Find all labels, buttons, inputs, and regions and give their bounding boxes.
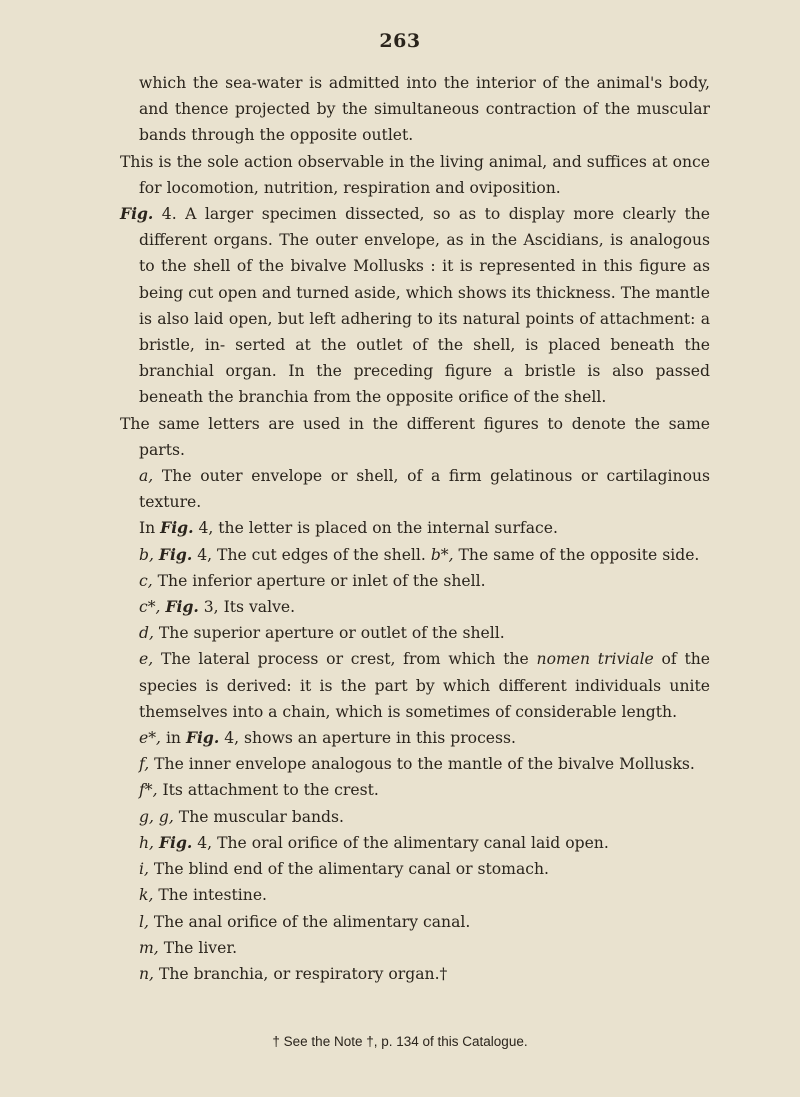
- page-number: 263: [379, 30, 421, 52]
- paragraph-sole-action: This is the sole action observable in the living animal, and suffices at once for locomotion, nutrition, respiration and oviposition.: [120, 152, 710, 197]
- legend-entry-f: [120, 751, 710, 777]
- legend-text: The muscular bands.: [173, 807, 344, 826]
- legend-entry-l: [120, 909, 710, 935]
- legend-label: e,: [139, 650, 154, 669]
- legend-label: c,: [139, 571, 153, 590]
- paragraph-fig-4-text: 4. A larger specimen dissected, so as to display more clearly the different organs. The outer envelope, as in the Ascidians, is analogous to the shell of the bivalve Mollusks : it is represented in this figure as being cut open and turned aside, which shows its thickness. The mantle is also laid open, but left adhering to its natural points of attachment: a bristle, in- serted at the outlet of the shell, is placed beneath the branchial organ. In the preceding figure a bristle is also passed beneath the branchia from the opposite orifice of the shell.: [139, 205, 710, 407]
- legend-entry-f-star: [120, 777, 710, 803]
- legend-entry-g: [120, 804, 710, 830]
- legend-label: f,: [139, 755, 150, 774]
- legend-entry-h: [120, 830, 710, 856]
- legend-text: The anal orifice of the alimentary canal.: [148, 912, 471, 931]
- legend-label: h,: [139, 833, 154, 852]
- legend-entry-e-star: [120, 725, 710, 751]
- legend-text: The intestine.: [153, 886, 268, 905]
- legend-text: 4, The oral orifice of the alimentary canal laid open.: [192, 833, 609, 852]
- body-text: [120, 70, 710, 987]
- legend-text: of the species is derived: it is the part by which different individuals unite themselves into a chain, which is sometimes of considerable length.: [139, 650, 710, 721]
- legend-label: e*,: [139, 729, 161, 748]
- fig-reference: Fig.: [165, 597, 199, 617]
- legend-text: Its attachment to the crest.: [157, 781, 379, 800]
- legend-entry-c: [120, 568, 710, 594]
- legend-label: n,: [139, 964, 154, 983]
- legend-label: b*,: [430, 545, 454, 564]
- legend-label: l,: [139, 912, 149, 931]
- fig-reference: Fig.: [158, 544, 193, 564]
- legend-text: The outer envelope or shell, of a firm gelatinous or cartilaginous texture.: [139, 467, 710, 512]
- legend-text: 4, The cut edges of the shell.: [192, 545, 431, 564]
- legend-text: 4, shows an aperture in this process.: [219, 729, 516, 748]
- legend-entry-n: [120, 961, 710, 987]
- legend-label: c*,: [139, 598, 161, 617]
- legend-text: in: [160, 729, 186, 748]
- legend-label: d,: [139, 624, 154, 643]
- paragraph-same-letters: The same letters are used in the different figures to denote the same parts.: [120, 414, 710, 459]
- legend-entry-k: [120, 882, 710, 908]
- legend-text: The blind end of the alimentary canal or stomach.: [148, 860, 549, 879]
- fig-reference: Fig.: [185, 728, 220, 748]
- paragraph-continuation: which the sea-water is admitted into the interior of the animal's body, and thence projected by the simultaneous contraction of the muscular bands through the opposite outlet.: [139, 74, 710, 145]
- legend-text: The lateral process or crest, from which the: [153, 650, 537, 669]
- fig-reference: Fig.: [120, 204, 154, 224]
- legend-label: i,: [139, 860, 149, 879]
- legend-label: f*,: [139, 781, 158, 800]
- legend-entry-c-star: [120, 594, 710, 620]
- legend-label: a,: [139, 467, 154, 486]
- legend-entry-b: [120, 542, 710, 568]
- legend-text: The superior aperture or outlet of the shell.: [153, 624, 505, 643]
- paragraph-fig-4: [120, 201, 710, 411]
- legend-label: m,: [139, 938, 159, 957]
- legend-label: k,: [139, 886, 154, 905]
- legend-label: g, g,: [139, 807, 174, 826]
- legend-entry-a: [120, 463, 710, 515]
- legend-label: b,: [139, 545, 154, 564]
- legend-entry-d: [120, 620, 710, 646]
- legend-text: The inferior aperture or inlet of the shell.: [152, 571, 486, 590]
- legend-text: The inner envelope analogous to the mantle of the bivalve Mollusks.: [149, 755, 695, 774]
- legend-text: 3, Its valve.: [198, 598, 296, 617]
- legend-entry-m: [120, 935, 710, 961]
- legend-text: 4, the letter is placed on the internal surface.: [193, 519, 558, 538]
- fig-reference: Fig.: [160, 518, 194, 538]
- legend-entry-i: [120, 856, 710, 882]
- fig-reference: Fig.: [158, 832, 193, 852]
- legend-text: The branchia, or respiratory organ.†: [154, 964, 448, 983]
- footnote: † See the Note †, p. 134 of this Catalogue.: [272, 1034, 528, 1049]
- legend-text: In: [139, 519, 161, 538]
- legend-italic-term: nomen triviale: [536, 650, 654, 669]
- legend-entry-a-note: [120, 515, 710, 541]
- legend-entry-e: [120, 646, 710, 725]
- legend-text: The same of the opposite side.: [453, 545, 700, 564]
- legend-text: The liver.: [158, 938, 238, 957]
